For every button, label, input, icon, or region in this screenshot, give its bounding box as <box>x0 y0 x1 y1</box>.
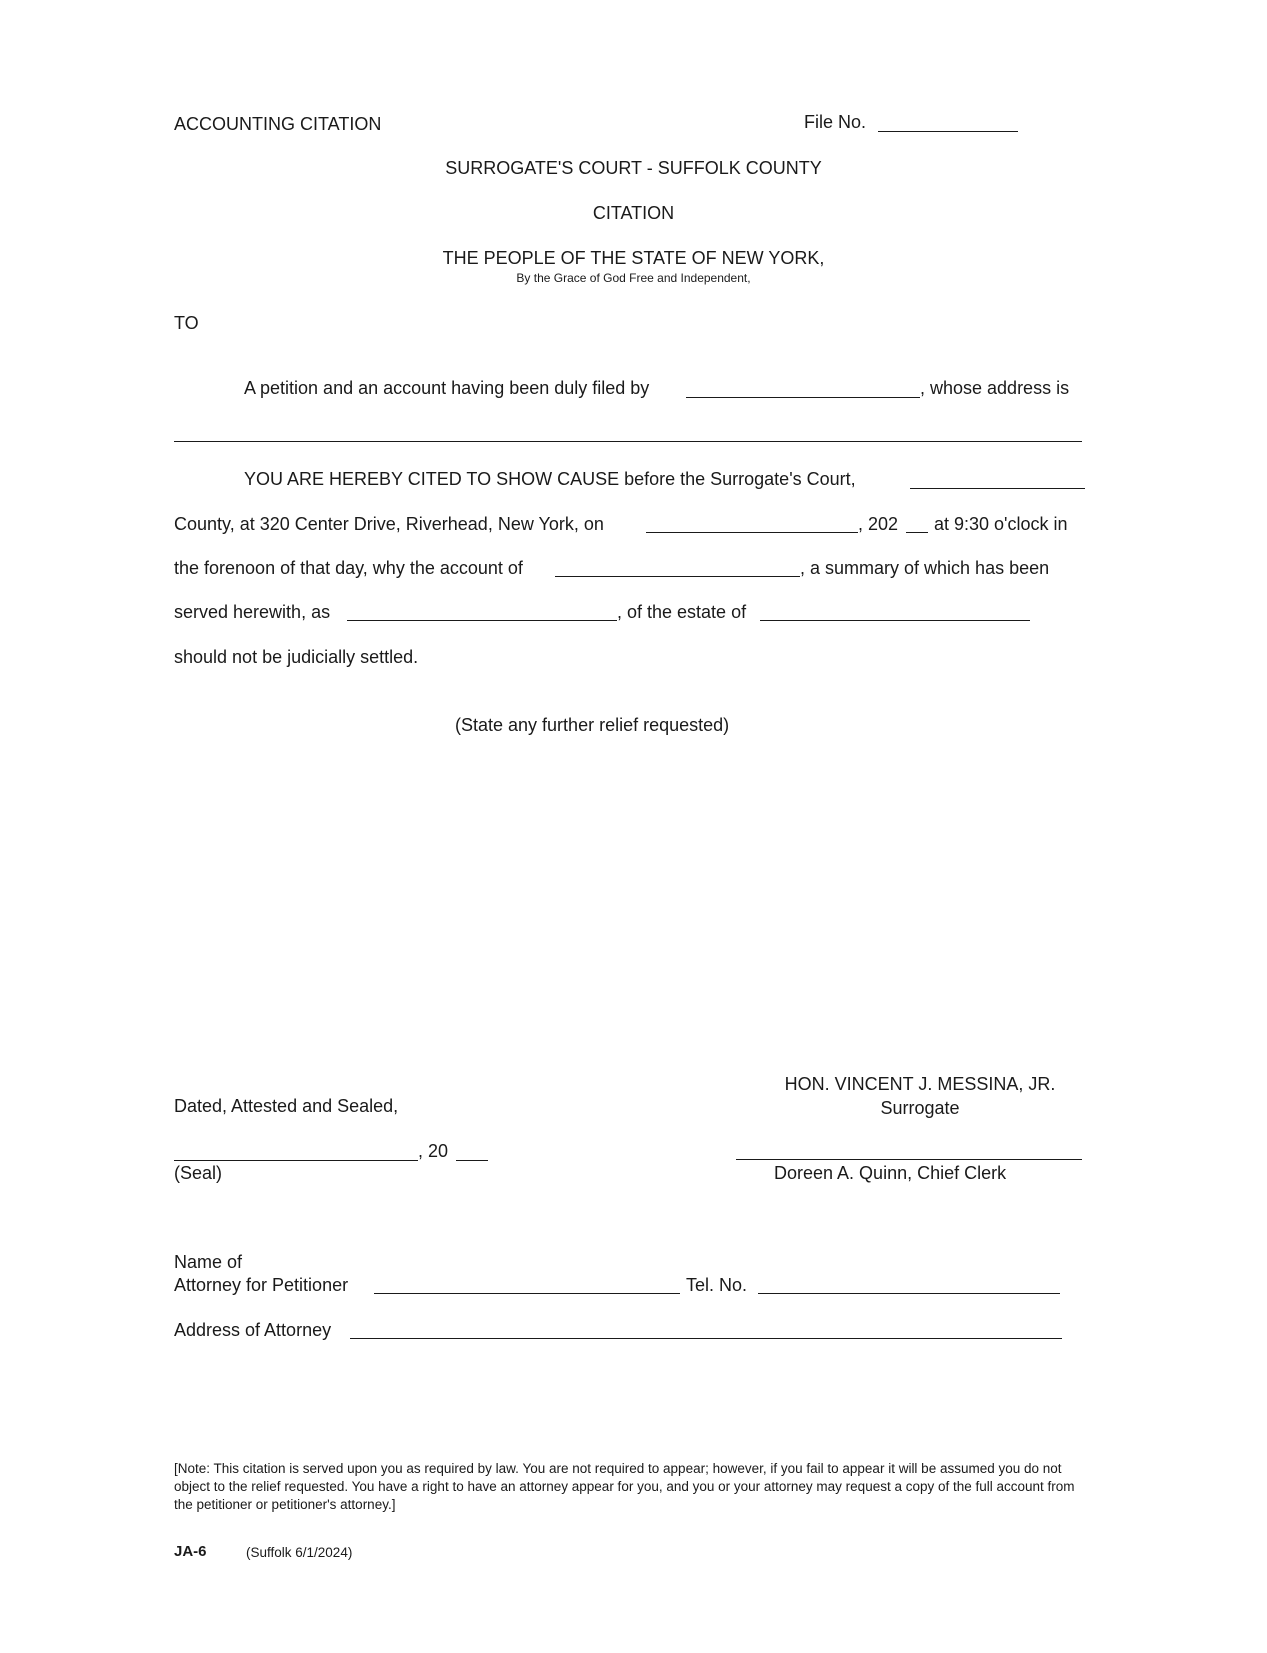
sealed-year-prefix: , 20 <box>418 1141 449 1161</box>
cited-text: YOU ARE HEREBY CITED TO SHOW CAUSE before the Surrogate's Court, <box>244 469 856 489</box>
dated-label: Dated, Attested and Sealed, <box>174 1096 399 1116</box>
attorney-for-label: Attorney for Petitioner <box>174 1275 349 1295</box>
fiduciary-capacity-field[interactable] <box>347 620 617 621</box>
people-heading: THE PEOPLE OF THE STATE OF NEW YORK, <box>442 248 825 268</box>
sealed-year-field[interactable] <box>456 1160 488 1161</box>
decedent-name-field[interactable] <box>760 620 1030 621</box>
petitioner-name-field[interactable] <box>686 397 920 398</box>
court-county-field[interactable] <box>910 488 1085 489</box>
grace-line: By the Grace of God Free and Independent, <box>516 271 751 285</box>
address-of-attorney-label: Address of Attorney <box>174 1320 332 1340</box>
file-no-label: File No. <box>804 112 867 132</box>
court-name: SURROGATE'S COURT - SUFFOLK COUNTY <box>445 158 822 178</box>
sealed-date-field[interactable] <box>174 1160 418 1161</box>
file-no-field[interactable] <box>878 131 1018 132</box>
petitioner-address-field[interactable] <box>174 441 1082 442</box>
summary-text: , a summary of which has been <box>800 558 1050 578</box>
to-label: TO <box>174 313 199 333</box>
attorney-name-field[interactable] <box>374 1293 680 1294</box>
judge-name: HON. VINCENT J. MESSINA, JR. <box>784 1074 1056 1094</box>
form-id: JA-6 <box>174 1543 207 1560</box>
accountant-name-field[interactable] <box>555 576 800 577</box>
estate-of-text: , of the estate of <box>617 602 747 622</box>
legal-note: [Note: This citation is served upon you as required by law. You are not required to appear; however, if you fail to appear it will be assumed you do not object to the relief requested. You have a right to have an attorney appear for you, and you or your attorney may request a copy of the full account from the petitioner or petitioner's attorney.] <box>174 1461 1075 1512</box>
hearing-year-field[interactable] <box>906 532 928 533</box>
petition-text: A petition and an account having been duly filed by <box>244 378 650 398</box>
forenoon-text: the forenoon of that day, why the account of <box>174 558 523 578</box>
form-revision: (Suffolk 6/1/2024) <box>246 1545 353 1560</box>
hearing-date-field[interactable] <box>646 532 858 533</box>
hearing-time-text: at 9:30 o'clock in <box>934 514 1068 534</box>
clerk-name: Doreen A. Quinn, Chief Clerk <box>774 1163 1007 1183</box>
county-address-text: County, at 320 Center Drive, Riverhead, New York, on <box>174 514 604 534</box>
attorney-address-field[interactable] <box>350 1338 1062 1339</box>
whose-address-text: , whose address is <box>920 378 1070 398</box>
name-of-label: Name of <box>174 1252 243 1272</box>
further-relief-text: (State any further relief requested) <box>455 715 730 735</box>
attorney-tel-field[interactable] <box>758 1293 1060 1294</box>
settled-text: should not be judicially settled. <box>174 647 419 667</box>
seal-label: (Seal) <box>174 1163 223 1183</box>
clerk-signature-line[interactable] <box>736 1159 1082 1160</box>
year-prefix-text: , 202 <box>858 514 899 534</box>
judge-title: Surrogate <box>880 1098 960 1118</box>
tel-label: Tel. No. <box>686 1275 748 1295</box>
served-text: served herewith, as <box>174 602 331 622</box>
form-title: ACCOUNTING CITATION <box>174 114 382 134</box>
document-type: CITATION <box>592 203 675 223</box>
